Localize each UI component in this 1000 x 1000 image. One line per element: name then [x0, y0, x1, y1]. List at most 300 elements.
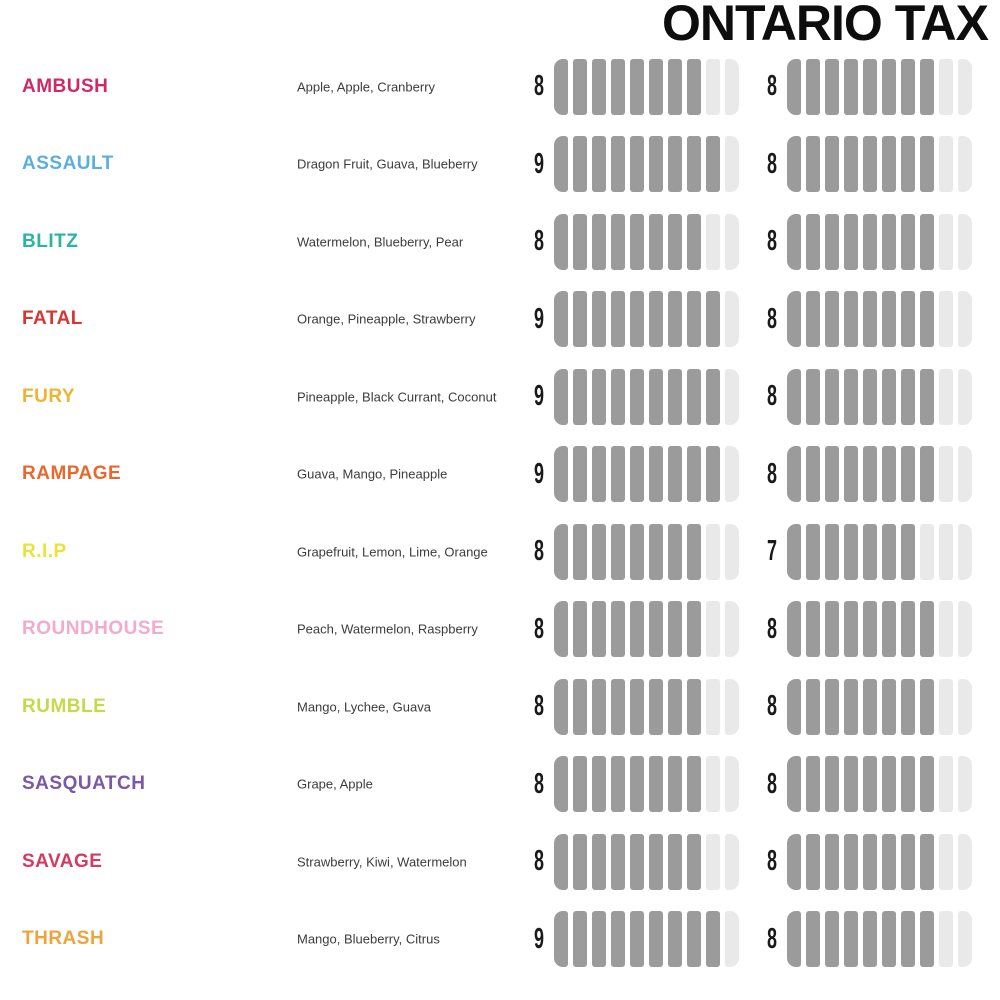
score-gauge-left — [527, 446, 739, 502]
gauge-segment-filled — [806, 59, 820, 115]
score-value-left: 9 — [533, 457, 544, 490]
gauge-segment-filled — [668, 756, 682, 812]
gauge-segment-filled — [668, 136, 682, 192]
gauge-segment-filled — [592, 136, 606, 192]
gauge-segment-filled — [649, 524, 663, 580]
gauge-segment-filled — [882, 214, 896, 270]
gauge-segments-right — [787, 136, 972, 192]
gauge-segment-filled — [687, 291, 701, 347]
gauge-segment-filled — [920, 756, 934, 812]
flavor-description: Peach, Watermelon, Raspberry — [297, 621, 478, 637]
gauge-segment-empty — [939, 59, 953, 115]
gauge-segment-filled — [787, 524, 801, 580]
gauge-segment-filled — [573, 911, 587, 967]
gauge-segment-empty — [706, 214, 720, 270]
gauge-segment-filled — [687, 214, 701, 270]
flavor-description: Dragon Fruit, Guava, Blueberry — [297, 156, 478, 172]
gauge-segment-filled — [706, 369, 720, 425]
score-gauge-right — [760, 59, 972, 115]
gauge-segment-filled — [882, 911, 896, 967]
gauge-segment-empty — [725, 136, 739, 192]
score-gauge-right — [760, 136, 972, 192]
gauge-segment-empty — [958, 524, 972, 580]
gauge-segment-filled — [806, 524, 820, 580]
score-gauge-right — [760, 214, 972, 270]
gauge-segment-filled — [825, 291, 839, 347]
gauge-segment-filled — [882, 524, 896, 580]
gauge-segment-filled — [687, 911, 701, 967]
gauge-segment-filled — [882, 601, 896, 657]
gauge-segment-filled — [668, 369, 682, 425]
gauge-segment-filled — [554, 369, 568, 425]
gauge-segments-right — [787, 214, 972, 270]
gauge-segments-left — [554, 756, 739, 812]
gauge-segment-empty — [958, 679, 972, 735]
gauge-segment-filled — [649, 59, 663, 115]
gauge-segment-empty — [725, 59, 739, 115]
gauge-segment-empty — [725, 214, 739, 270]
gauge-segment-filled — [920, 601, 934, 657]
gauge-segments-right — [787, 601, 972, 657]
flavor-description: Watermelon, Blueberry, Pear — [297, 234, 464, 250]
flavor-description: Guava, Mango, Pineapple — [297, 466, 448, 482]
score-value-right: 8 — [766, 457, 777, 490]
gauge-segment-filled — [882, 136, 896, 192]
gauge-segment-filled — [920, 214, 934, 270]
gauge-segment-filled — [668, 214, 682, 270]
gauge-segment-filled — [806, 136, 820, 192]
gauge-segment-filled — [787, 214, 801, 270]
gauge-segment-filled — [863, 679, 877, 735]
flavor-row — [0, 668, 1000, 746]
gauge-segment-filled — [787, 601, 801, 657]
score-gauge-left — [527, 601, 739, 657]
page-title: ONTARIO TAX — [661, 0, 988, 51]
gauge-segment-filled — [554, 59, 568, 115]
score-value-left: 8 — [533, 70, 544, 103]
gauge-segment-filled — [668, 59, 682, 115]
score-value-right: 8 — [766, 70, 777, 103]
gauge-segment-empty — [939, 911, 953, 967]
score-gauge-right — [760, 446, 972, 502]
gauge-segment-filled — [844, 834, 858, 890]
gauge-segment-filled — [806, 214, 820, 270]
score-gauge-right — [760, 601, 972, 657]
gauge-segments-left — [554, 834, 739, 890]
flavor-name: AMBUSH — [22, 75, 109, 97]
gauge-segment-filled — [863, 524, 877, 580]
score-gauge-right — [760, 524, 972, 580]
gauge-segment-filled — [844, 136, 858, 192]
flavor-row — [0, 901, 1000, 979]
gauge-segment-filled — [630, 911, 644, 967]
gauge-segments-right — [787, 59, 972, 115]
gauge-segment-filled — [573, 59, 587, 115]
gauge-segment-filled — [668, 911, 682, 967]
gauge-segment-filled — [901, 834, 915, 890]
gauge-segment-filled — [592, 291, 606, 347]
gauge-segment-empty — [706, 834, 720, 890]
flavor-name: SASQUATCH — [22, 773, 146, 795]
gauge-segment-empty — [725, 291, 739, 347]
gauge-segment-filled — [630, 834, 644, 890]
gauge-segment-empty — [920, 524, 934, 580]
gauge-segment-filled — [706, 136, 720, 192]
gauge-segment-empty — [725, 834, 739, 890]
gauge-segment-filled — [706, 291, 720, 347]
gauge-segment-filled — [787, 911, 801, 967]
gauge-segment-filled — [649, 834, 663, 890]
gauge-segment-filled — [630, 136, 644, 192]
gauge-segments-right — [787, 911, 972, 967]
gauge-segment-filled — [611, 524, 625, 580]
gauge-segment-filled — [863, 291, 877, 347]
gauge-segment-filled — [825, 136, 839, 192]
flavor-row — [0, 591, 1000, 669]
gauge-segment-filled — [554, 601, 568, 657]
gauge-segment-filled — [630, 59, 644, 115]
score-gauge-left — [527, 834, 739, 890]
gauge-segment-filled — [920, 136, 934, 192]
gauge-segment-filled — [882, 756, 896, 812]
gauge-segment-empty — [725, 524, 739, 580]
gauge-segment-filled — [611, 136, 625, 192]
score-value-left: 9 — [533, 380, 544, 413]
gauge-segment-filled — [825, 59, 839, 115]
score-gauge-left — [527, 59, 739, 115]
score-value-left: 8 — [533, 612, 544, 645]
gauge-segment-filled — [554, 136, 568, 192]
gauge-segment-empty — [706, 524, 720, 580]
gauge-segment-filled — [573, 369, 587, 425]
gauge-segment-filled — [611, 446, 625, 502]
score-value-right: 8 — [766, 302, 777, 335]
gauge-segment-empty — [725, 446, 739, 502]
gauge-segment-filled — [592, 524, 606, 580]
gauge-segment-filled — [611, 679, 625, 735]
gauge-segment-filled — [687, 446, 701, 502]
gauge-segment-filled — [554, 524, 568, 580]
gauge-segment-filled — [920, 834, 934, 890]
flavor-row — [0, 48, 1000, 126]
gauge-segment-filled — [920, 291, 934, 347]
gauge-segment-empty — [939, 524, 953, 580]
score-value-right: 8 — [766, 612, 777, 645]
score-value-right: 8 — [766, 767, 777, 800]
gauge-segment-filled — [668, 446, 682, 502]
gauge-segment-filled — [901, 214, 915, 270]
gauge-segment-filled — [592, 446, 606, 502]
gauge-segment-filled — [554, 214, 568, 270]
score-gauge-left — [527, 214, 739, 270]
gauge-segment-filled — [630, 756, 644, 812]
gauge-segment-empty — [939, 834, 953, 890]
gauge-segment-empty — [939, 136, 953, 192]
gauge-segment-filled — [649, 136, 663, 192]
gauge-segment-filled — [825, 834, 839, 890]
gauge-segment-filled — [668, 524, 682, 580]
gauge-segment-empty — [725, 601, 739, 657]
gauge-segment-filled — [687, 756, 701, 812]
gauge-segment-filled — [611, 59, 625, 115]
gauge-segment-filled — [592, 214, 606, 270]
score-gauge-left — [527, 136, 739, 192]
score-value-left: 8 — [533, 225, 544, 258]
gauge-segment-empty — [939, 214, 953, 270]
flavor-description: Pineapple, Black Currant, Coconut — [297, 389, 497, 405]
gauge-segments-left — [554, 369, 739, 425]
gauge-segment-filled — [573, 834, 587, 890]
flavor-name: FATAL — [22, 308, 83, 330]
gauge-segment-filled — [825, 524, 839, 580]
gauge-segment-empty — [725, 756, 739, 812]
gauge-segment-filled — [630, 679, 644, 735]
gauge-segments-right — [787, 834, 972, 890]
score-gauge-right — [760, 679, 972, 735]
gauge-segments-left — [554, 679, 739, 735]
gauge-segment-filled — [592, 59, 606, 115]
gauge-segment-filled — [649, 291, 663, 347]
gauge-segment-filled — [787, 59, 801, 115]
score-gauge-left — [527, 911, 739, 967]
gauge-segment-filled — [825, 369, 839, 425]
gauge-segments-right — [787, 756, 972, 812]
gauge-segment-filled — [844, 911, 858, 967]
gauge-segment-filled — [787, 291, 801, 347]
gauge-segment-filled — [901, 679, 915, 735]
gauge-segments-left — [554, 291, 739, 347]
score-gauge-right — [760, 291, 972, 347]
gauge-segment-filled — [668, 834, 682, 890]
score-value-left: 9 — [533, 302, 544, 335]
gauge-segment-filled — [687, 369, 701, 425]
gauge-segment-filled — [592, 756, 606, 812]
gauge-segment-filled — [806, 756, 820, 812]
gauge-segment-filled — [668, 291, 682, 347]
flavor-row — [0, 358, 1000, 436]
score-value-left: 9 — [533, 147, 544, 180]
gauge-segment-filled — [901, 59, 915, 115]
flavor-name: ASSAULT — [22, 153, 114, 175]
gauge-segment-empty — [958, 369, 972, 425]
flavor-row — [0, 436, 1000, 514]
gauge-segment-filled — [592, 601, 606, 657]
gauge-segment-filled — [668, 601, 682, 657]
gauge-segment-filled — [573, 136, 587, 192]
gauge-segment-filled — [825, 214, 839, 270]
gauge-segment-filled — [863, 834, 877, 890]
gauge-segment-filled — [920, 911, 934, 967]
gauge-segment-filled — [649, 601, 663, 657]
gauge-segment-filled — [554, 911, 568, 967]
gauge-segment-filled — [687, 524, 701, 580]
gauge-segment-filled — [901, 136, 915, 192]
gauge-segments-left — [554, 59, 739, 115]
flavor-description: Strawberry, Kiwi, Watermelon — [297, 854, 467, 870]
gauge-segment-filled — [863, 59, 877, 115]
flavor-description: Orange, Pineapple, Strawberry — [297, 311, 476, 327]
gauge-segment-filled — [687, 601, 701, 657]
gauge-segment-filled — [611, 601, 625, 657]
gauge-segment-filled — [844, 756, 858, 812]
flavor-row — [0, 203, 1000, 281]
gauge-segment-filled — [844, 214, 858, 270]
gauge-segment-filled — [901, 524, 915, 580]
score-value-left: 8 — [533, 767, 544, 800]
gauge-segments-left — [554, 524, 739, 580]
gauge-segment-filled — [573, 679, 587, 735]
gauge-segment-filled — [825, 911, 839, 967]
gauge-segment-filled — [844, 446, 858, 502]
gauge-segment-filled — [806, 834, 820, 890]
gauge-segment-filled — [806, 911, 820, 967]
gauge-segment-filled — [687, 679, 701, 735]
gauge-segment-empty — [939, 446, 953, 502]
gauge-segment-empty — [958, 291, 972, 347]
gauge-segment-filled — [687, 136, 701, 192]
gauge-segment-filled — [787, 834, 801, 890]
score-value-left: 8 — [533, 535, 544, 568]
gauge-segment-filled — [649, 756, 663, 812]
gauge-segment-filled — [611, 834, 625, 890]
gauge-segment-filled — [901, 601, 915, 657]
score-value-right: 8 — [766, 845, 777, 878]
gauge-segment-empty — [958, 136, 972, 192]
gauge-segment-filled — [706, 911, 720, 967]
gauge-segment-filled — [668, 679, 682, 735]
gauge-segment-filled — [573, 524, 587, 580]
score-gauge-left — [527, 369, 739, 425]
gauge-segment-empty — [958, 214, 972, 270]
gauge-segment-empty — [958, 59, 972, 115]
gauge-segments-left — [554, 446, 739, 502]
gauge-segment-empty — [958, 911, 972, 967]
gauge-segment-filled — [920, 59, 934, 115]
score-gauge-right — [760, 911, 972, 967]
gauge-segment-filled — [630, 446, 644, 502]
gauge-segment-filled — [573, 291, 587, 347]
gauge-segment-filled — [901, 911, 915, 967]
gauge-segment-filled — [611, 911, 625, 967]
gauge-segment-filled — [825, 601, 839, 657]
gauge-segments-left — [554, 601, 739, 657]
gauge-segment-filled — [844, 59, 858, 115]
gauge-segment-filled — [573, 446, 587, 502]
gauge-segment-filled — [554, 446, 568, 502]
gauge-segment-filled — [863, 136, 877, 192]
flavor-row — [0, 746, 1000, 824]
gauge-segment-filled — [882, 59, 896, 115]
gauge-segment-filled — [611, 369, 625, 425]
gauge-segment-filled — [787, 446, 801, 502]
score-value-left: 9 — [533, 922, 544, 955]
score-value-right: 8 — [766, 225, 777, 258]
score-value-right: 8 — [766, 380, 777, 413]
gauge-segment-filled — [863, 446, 877, 502]
gauge-segment-empty — [958, 834, 972, 890]
gauge-segment-filled — [592, 679, 606, 735]
gauge-segment-filled — [844, 291, 858, 347]
gauge-segment-filled — [806, 446, 820, 502]
gauge-segments-right — [787, 446, 972, 502]
score-gauge-left — [527, 679, 739, 735]
gauge-segment-filled — [554, 834, 568, 890]
gauge-segment-filled — [573, 601, 587, 657]
gauge-segment-empty — [706, 601, 720, 657]
gauge-segment-filled — [806, 601, 820, 657]
gauge-segment-empty — [958, 601, 972, 657]
gauge-segment-filled — [882, 291, 896, 347]
gauge-segment-empty — [725, 369, 739, 425]
flavor-name: SAVAGE — [22, 850, 103, 872]
gauge-segment-filled — [901, 291, 915, 347]
gauge-segments-right — [787, 291, 972, 347]
gauge-segment-filled — [649, 369, 663, 425]
gauge-segment-filled — [825, 446, 839, 502]
gauge-segment-filled — [882, 369, 896, 425]
score-gauge-left — [527, 524, 739, 580]
flavor-name: RUMBLE — [22, 695, 107, 717]
gauge-segment-filled — [630, 214, 644, 270]
gauge-segment-empty — [706, 679, 720, 735]
flavor-name: RAMPAGE — [22, 463, 122, 485]
gauge-segment-empty — [939, 369, 953, 425]
gauge-segment-filled — [787, 679, 801, 735]
gauge-segment-filled — [592, 834, 606, 890]
gauge-segment-filled — [787, 756, 801, 812]
gauge-segment-filled — [554, 291, 568, 347]
gauge-segment-empty — [958, 756, 972, 812]
score-gauge-right — [760, 756, 972, 812]
gauge-segment-filled — [825, 756, 839, 812]
gauge-segment-filled — [592, 369, 606, 425]
gauge-segment-filled — [611, 756, 625, 812]
gauge-segment-empty — [939, 756, 953, 812]
flavor-description: Mango, Blueberry, Citrus — [297, 931, 440, 947]
gauge-segment-filled — [649, 214, 663, 270]
score-gauge-right — [760, 369, 972, 425]
score-value-left: 8 — [533, 845, 544, 878]
gauge-segment-filled — [882, 834, 896, 890]
flavor-name: BLITZ — [22, 230, 79, 252]
gauge-segment-empty — [939, 679, 953, 735]
gauge-segment-filled — [863, 601, 877, 657]
gauge-segments-right — [787, 369, 972, 425]
flavor-description: Mango, Lychee, Guava — [297, 699, 431, 715]
gauge-segment-filled — [573, 756, 587, 812]
gauge-segment-filled — [687, 59, 701, 115]
gauge-segment-empty — [725, 679, 739, 735]
gauge-segment-filled — [611, 214, 625, 270]
gauge-segment-filled — [554, 679, 568, 735]
gauge-segment-filled — [787, 136, 801, 192]
gauge-segment-filled — [882, 446, 896, 502]
gauge-segment-filled — [920, 679, 934, 735]
score-gauge-left — [527, 756, 739, 812]
gauge-segment-filled — [706, 446, 720, 502]
gauge-segment-filled — [649, 911, 663, 967]
flavor-description: Grape, Apple — [297, 776, 373, 792]
gauge-segment-filled — [920, 446, 934, 502]
gauge-segment-filled — [825, 679, 839, 735]
gauge-segment-empty — [939, 291, 953, 347]
gauge-segment-filled — [863, 911, 877, 967]
gauge-segment-filled — [901, 446, 915, 502]
gauge-segment-filled — [687, 834, 701, 890]
flavor-row — [0, 823, 1000, 901]
flavor-name: R.I.P — [22, 540, 67, 562]
score-value-right: 8 — [766, 147, 777, 180]
